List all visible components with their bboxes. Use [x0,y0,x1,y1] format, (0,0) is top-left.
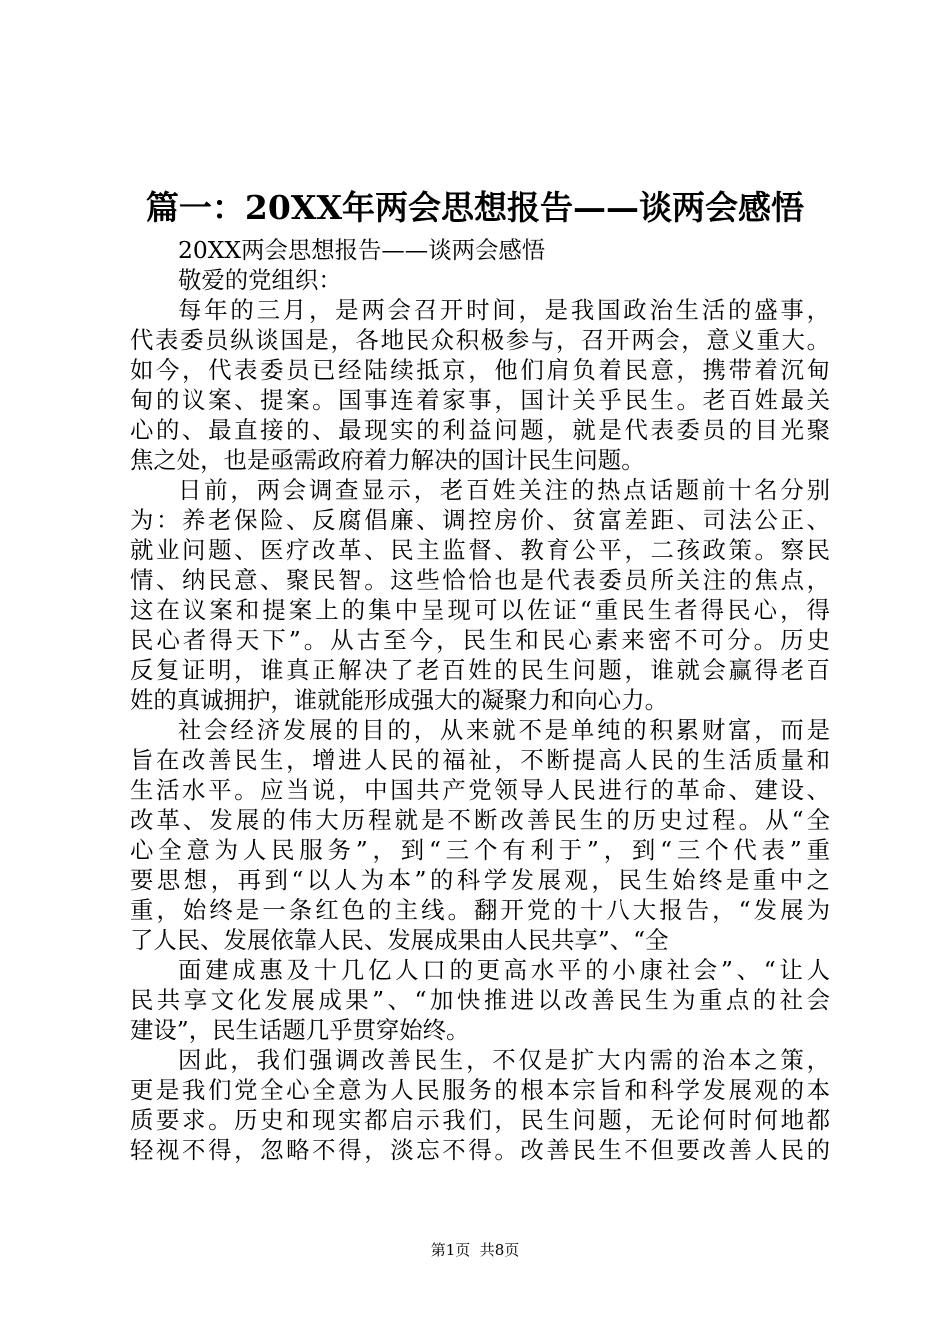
page-footer: 第1页 共8页 [430,1241,520,1259]
body-line: 更是我们党全心全意为人民服务的根本宗旨和科学发展观的本 [130,1076,830,1104]
body-line: 要思想，再到“以人为本”的科学发展观，民生始终是重中之 [130,866,830,894]
body-line: 甸的议案、提案。国事连着家事，国计关乎民生。老百姓最关 [130,386,830,414]
body-line: 20XX两会思想报告——谈两会感悟 [178,236,546,264]
document-title: 篇一：20XX年两会思想报告——谈两会感悟 [145,188,805,227]
body-line: 社会经济发展的目的，从来就不是单纯的积累财富，而是 [178,716,830,744]
body-line: 心的、最直接的、最现实的利益问题，就是代表委员的目光聚 [130,416,830,444]
body-line: 敬爱的党组织： [178,266,342,294]
body-line: 生活水平。应当说，中国共产党领导人民进行的革命、建设、 [130,776,830,804]
body-line: 情、纳民意、聚民智。这些恰恰也是代表委员所关注的焦点， [130,566,830,594]
body-line: 为：养老保险、反腐倡廉、调控房价、贫富差距、司法公正、 [130,506,830,534]
body-line: 代表委员纵谈国是，各地民众积极参与，召开两会，意义重大。 [130,326,830,354]
body-line: 这在议案和提案上的集中呈现可以佐证“重民生者得民心，得 [130,596,830,624]
body-line: 轻视不得，忽略不得，淡忘不得。改善民生不但要改善人民的 [130,1136,830,1164]
document-body [130,235,830,1165]
body-line: 旨在改善民生，增进人民的福祉，不断提高人民的生活质量和 [130,746,830,774]
body-line: 姓的真诚拥护，谁就能形成强大的凝聚力和向心力。 [130,686,668,714]
body-line: 每年的三月，是两会召开时间，是我国政治生活的盛事， [178,296,830,324]
body-line: 民共享文化发展成果”、“加快推进以改善民生为重点的社会 [130,986,830,1014]
body-line: 建设”，民生话题几乎贯穿始终。 [130,1016,470,1044]
body-line: 重，始终是一条红色的主线。翻开党的十八大报告，“发展为 [130,896,830,924]
body-line: 改革、发展的伟大历程就是不断改善民生的历史过程。从“全 [130,806,830,834]
body-line: 如今，代表委员已经陆续抵京，他们肩负着民意，携带着沉甸 [130,356,830,384]
body-line: 因此，我们强调改善民生，不仅是扩大内需的治本之策， [178,1046,830,1074]
body-line: 了人民、发展依靠人民、发展成果由人民共享”、“全 [130,926,669,954]
body-line: 面建成惠及十几亿人口的更高水平的小康社会”、“让人 [178,956,830,984]
body-line: 质要求。历史和现实都启示我们，民生问题，无论何时何地都 [130,1106,830,1134]
body-line: 焦之处，也是亟需政府着力解决的国计民生问题。 [130,446,645,474]
body-line: 心全意为人民服务”，到“三个有利于”，到“三个代表”重 [130,836,830,864]
body-line: 民心者得天下”。从古至今，民生和民心素来密不可分。历史 [130,626,830,654]
body-line: 就业问题、医疗改革、民主监督、教育公平，二孩政策。察民 [130,536,830,564]
body-line: 反复证明，谁真正解决了老百姓的民生问题，谁就会赢得老百 [130,656,830,684]
body-line: 日前，两会调查显示，老百姓关注的热点话题前十名分别 [178,476,830,504]
